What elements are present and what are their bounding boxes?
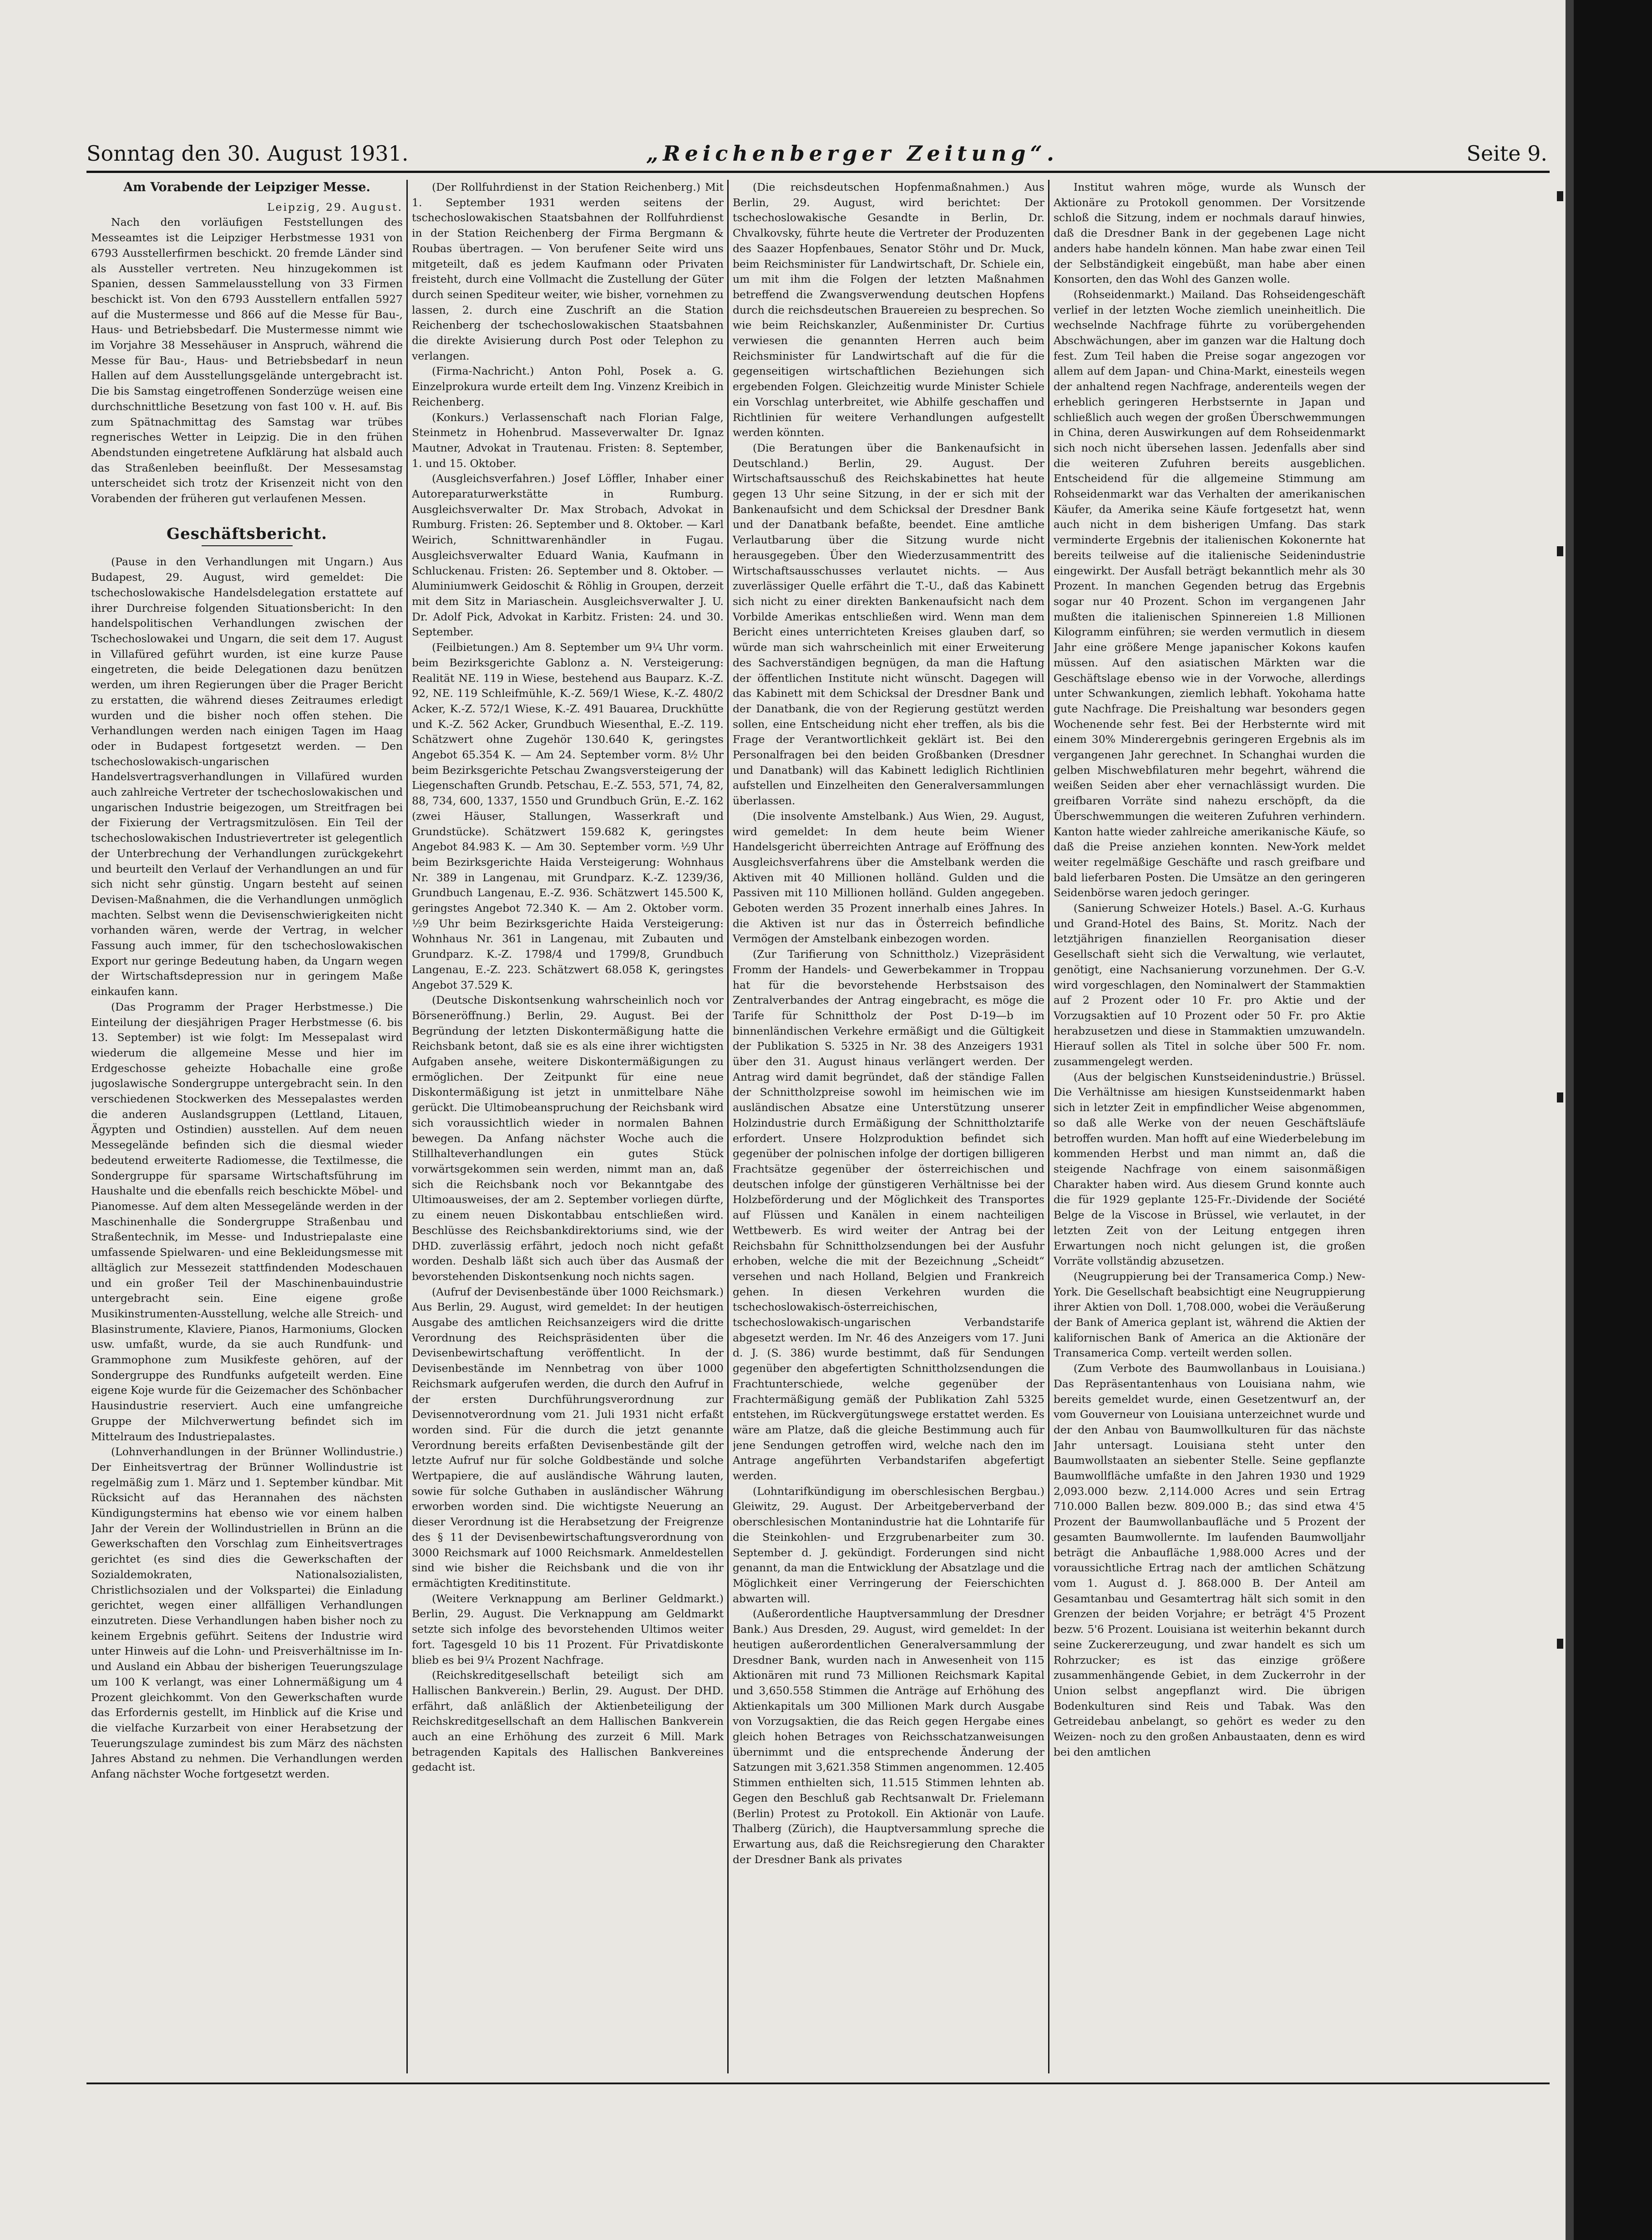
article-ausgleichsverfahren: (Ausgleichsverfahren.) Josef Löffler, Inhaber einer Autoreparaturwerkstätte in Rumburg. Ausgleichsverwalter Dr. Max Strobach, Advokat in Rumburg. Fristen: 26. September und 8. Oktober. — Karl Weirich, Schnittwarenhändler in Fugau. Ausgleichsverwalter Eduard Wania, Kaufmann in Schluckenau. Fristen: 26. September und 8. Oktober. — Aluminiumwerk Geidoschit & Röhlig in Groupen, derzeit mit dem Sitz in Mariaschein. Ausgleichsverwalter J. U. Dr. Adolf Pick, Advokat in Karbitz. Fristen: 24. und 30. September. [412,472,724,639]
article-hopfenmassnahmen: (Die reichsdeutschen Hopfenmaßnahmen.) Aus Berlin, 29. August, wird berichtet: Der tschechoslowakische Gesandte in Berlin, Dr. Chvalkovsky, führte heute die Vertreter der Produzenten des Saazer Hopfenbaues, Senator Stöhr und Dr. Muck, beim Reichsminister für Landwirtschaft, Dr. Schiele ein, um mit ihm die Folgen der letzten Maßnahmen betreffend die Zwangsverwendung deutschen Hopfens durch die reichsdeutschen Brauereien zu besprechen. So wie beim Reichskanzler, Außenminister Dr. Curtius verwiesen die genannten Herren auch beim Reichsminister für Landwirtschaft auf die für die gegenseitigen wirtschaftlichen Beziehungen sich ergebenden Folgen. Gleichzeitig wurde Minister Schiele ein Vorschlag unterbreitet, wie Abhilfe geschaffen und Richtlinien für weitere Verhandlungen aufgestellt werden könnten. [733,181,1044,439]
scan-edge-stripe [1566,0,1574,2240]
article-amstelbank: (Die insolvente Amstelbank.) Aus Wien, 29. August, wird gemeldet: In dem heute beim Wiener Handelsgericht überreichten Antrage auf Eröffnung des Ausgleichsverfahrens über die Amstelbank werden die Aktiven mit 40 Millionen holländ. Gulden und die Passiven mit 110 Millionen holländ. Gulden angegeben. Geboten werden 35 Prozent innerhalb eines Jahres. In die Aktiven ist nur das in Österreich befindliche Vermögen der Amstelbank einbezogen worden. [733,809,1044,945]
binding-mark [1557,546,1563,556]
headline-leipzig: Am Vorabende der Leipziger Messe. [123,180,370,194]
binding-mark [1557,1639,1563,1649]
column-divider [727,180,729,2073]
header-page-number: Seite 9. [1466,141,1547,166]
header-masthead: „Reichenberger Zeitung“. [646,141,1059,166]
article-wollindustrie: (Lohnverhandlungen in der Brünner Wollindustrie.) Der Einheitsvertrag der Brünner Wollindustrie ist regelmäßig zum 1. März und 1. September kündbar. Mit Rücksicht auf das Herannahen des nächsten Kündigungstermins hat ebenso wie vor einem halben Jahr der Verein der Wollindustriellen in Brünn an die Gewerkschaften den Vorschlag zum Einheitsvertrages gerichtet (es sind dies die Gewerkschaften der Sozialdemokraten, Nationalsozialisten, Christlichsozialen und der Volkspartei) die Einladung gerichtet, wegen einer allfälligen Verhandlungen einzutreten. Diese Verhandlungen haben bisher noch zu keinem Ergebnis geführt. Seitens der Industrie wird unter Hinweis auf die Lohn- und Preisverhältnisse im In- und Ausland ein Abbau der bisherigen Teuerungszulage um 100 K verlangt, was einer Lohnermäßigung um 4 Prozent gleichkommt. Von den Gewerkschaften wurde das Erfordernis gestellt, im Hinblick auf die Krise und die vielfache Kurzarbeit von einer Herabsetzung der Teuerungszulage zumindest bis zum März des nächsten Jahres Abstand zu nehmen. Die Verhandlungen werden Anfang nächster Woche fortgesetzt werden. [91,1445,403,1781]
article-reichskreditgesellschaft: (Reichskreditgesellschaft beteiligt sich am Hallischen Bankverein.) Berlin, 29. August. Der DHD. erfährt, daß anläßlich der Aktienbeteiligung der Reichskreditgesellschaft an dem Hallischen Bankverein auch an eine Erhöhung des zurzeit 6 Mill. Mark betragenden Kapitals des Hallischen Bankvereines gedacht ist. [412,1669,724,1774]
article-geldmarkt: (Weitere Verknappung am Berliner Geldmarkt.) Berlin, 29. August. Die Verknappung am Geldmarkt setzte sich infolge des bevorstehenden Ultimos weiter fort. Tagesgeld 10 bis 11 Prozent. Für Privatdiskonte blieb es bei 9¼ Prozent Nachfrage. [412,1592,724,1666]
article-diskontsenkung: (Deutsche Diskontsenkung wahrscheinlich noch vor Börseneröffnung.) Berlin, 29. August. Bei der Begründung der letzten Diskontermäßigung hatte die Reichsbank betont, daß sie es als eine ihrer wichtigsten Aufgaben ansehe, weitere Diskontermäßigungen zu ermöglichen. Der Zeitpunkt für eine neue Diskontermäßigung ist jetzt in unmittelbare Nähe gerückt. Die Ultimobeanspruchung der Reichsbank wird sich voraussichtlich wieder in normalen Bahnen bewegen. Da Anfang nächster Woche auch die Stillhalteverhandlungen ein gutes Stück vorwärtsgekommen sein werden, nimmt man an, daß sich die Reichsbank noch vor Bekanntgabe des Ultimoausweises, der am 2. September vorliegen dürfte, zu einem neuen Diskontabbau entschließen wird. Beschlüsse des Reichsbankdirektoriums sind, wie der DHD. zuverlässig erfährt, jedoch noch nicht gefaßt worden. Deshalb läßt sich auch über das Ausmaß der bevorstehenden Diskontsenkung noch nichts sagen. [412,994,724,1283]
binding-mark [1557,1092,1563,1102]
article-rollfuhrdienst: (Der Rollfuhrdienst in der Station Reichenberg.) Mit 1. September 1931 werden seitens der tschechoslowakischen Staatsbahnen der Rollfuhrdienst in der Station Reichenberg der Firma Bergmann & Roubas übertragen. — Von berufener Seite wird uns mitgeteilt, daß es jedem Kaufmann oder Privaten freisteht, durch eine Vollmacht die Zustellung der Güter durch seinen Spediteur weiter, wie bisher, vornehmen zu lassen, 2. durch eine Zuschrift an die Station Reichenberg der tschechoslowakischen Staatsbahnen die direkte Avisierung durch Post oder Telephon zu verlangen. [412,181,724,362]
article-feilbietungen: (Feilbietungen.) Am 8. September um 9¼ Uhr vorm. beim Bezirksgerichte Gablonz a. N. Versteigerung: Realität NE. 119 in Wiese, bestehend aus Bauparz. K.-Z. 92, NE. 119 Schleifmühle, K.-Z. 569/1 Wiese, K.-Z. 480/2 Acker, K.-Z. 572/1 Wiese, K.-Z. 491 Bauarea, Druckhütte und K.-Z. 562 Acker, Grundbuch Wiesenthal, E.-Z. 119. Schätzwert ohne Zugehör 130.640 K, geringstes Angebot 65.354 K. — Am 24. September vorm. 8½ Uhr beim Bezirksgerichte Petschau Zwangsversteigerung der Liegenschaften Grundb. Petschau, E.-Z. 553, 571, 74, 82, 88, 734, 600, 1337, 1550 und Grundbuch Grün, E.-Z. 162 (zwei Häuser, Stallungen, Wasserkraft und Grundstücke). Schätzwert 159.682 K, geringstes Angebot 84.983 K. — Am 30. September vorm. ½9 Uhr beim Bezirksgerichte Haida Versteigerung: Wohnhaus Nr. 389 in Langenau, mit Grundparz. K.-Z. 1239/36, Grundbuch Langenau, E.-Z. 936. Schätzwert 145.500 K, geringstes Angebot 72.340 K. — Am 2. Oktober vorm. ½9 Uhr beim Bezirksgerichte Haida Versteigerung: Wohnhaus Nr. 361 in Langenau, mit Zubauten und Grundparz. K.-Z. 1798/4 und 1799/8, Grundbuch Langenau, E.-Z. 223. Schätzwert 68.058 K, geringstes Angebot 37.529 K. [412,641,724,991]
article-leipzig: Nach den vorläufigen Feststellungen des Messeamtes ist die Leipziger Herbstmesse 1931 von 6793 Ausstellerfirmen beschickt. 20 fremde Länder sind als Aussteller vertreten. Neu hinzugekommen ist Spanien, dessen Sammelausstellung von 33 Firmen beschickt ist. Von den 6793 Ausstellern entfallen 5927 auf die Mustermesse und 866 auf die Messe für Bau-, Haus- und Betriebsbedarf. Die Mustermesse nimmt wie im Vorjahre 38 Messehäuser in Anspruch, während die Messe für Bau-, Haus- und Betriebsbedarf in neun Hallen auf dem Ausstellungsgelände untergebracht ist. Die bis Samstag eingetroffenen Sonderzüge weisen eine durchschnittliche Besetzung von fast 100 v. H. auf. Bis zum Spätnachmittag des Samstag war trübes regnerisches Wetter in Leipzig. Die in den frühen Abendstunden eingetretene Aufklärung hat alsbald auch das Straßenleben beeinflußt. Der Messesamstag unterscheidet sich trotz der Krisenzeit nicht von den Vorabenden der früheren gut verlaufenen Messen. [91,216,403,505]
article-herbstmesse: (Das Programm der Prager Herbstmesse.) Die Einteilung der diesjährigen Prager Herbstmesse (6. bis 13. September) ist wie folgt: Im Messepalast wird wiederum die allgemeine Messe und hier im Erdgeschosse geheizte Hobachalle eine große jugoslawische Sondergruppe untergebracht sein. In den verschiedenen Stockwerken des Messepalastes werden die anderen Auslandsgruppen (Lettland, Litauen, Ägypten und Ostindien) ausstellen. Auf dem neuen Messegelände befinden sich die diesmal wieder bedeutend erweiterte Radiomesse, die Textilmesse, die Sondergruppe für sparsame Wirtschaftsführung im Haushalte und die ebenfalls reich beschickte Möbel- und Pianomesse. Auf dem alten Messegelände werden in der Maschinenhalle die Sondergruppe Straßenbau und Straßentechnik, im Messe- und Industriepalaste eine umfassende Spielwaren- und eine Bekleidungsmesse mit alltäglich zur Messezeit stattfindenden Modeschauen und ein großer Teil der Maschinenbauindustrie untergebracht sein. Eine eigene große Musikinstrumenten-Ausstellung, welche alle Streich- und Blasinstrumente, Klaviere, Pianos, Harmoniums, Glocken usw. umfaßt, wurde, da sie auch Rundfunk- und Grammophone zum Musikfeste gehören, auf der Sondergruppe des Rundfunks aufgeteilt werden. Eine eigene Koje wurde für die Geizemacher des Schönbacher Hausindustrie reserviert. Auch eine umfangreiche Gruppe der Milchverwertung befindet sich im Mittelraum des Industriepalastes. [91,1000,403,1443]
column-divider [406,180,408,2073]
article-devisenbestaende: (Aufruf der Devisenbestände über 1000 Reichsmark.) Aus Berlin, 29. August, wird gemeldet: In der heutigen Ausgabe des amtlichen Reichsanzeigers wird die dritte Verordnung des Reichspräsidenten über die Devisenbewirtschaftung veröffentlicht. In der Devisenbestände im Nennbetrag von über 1000 Reichsmark aufgerufen werden, die durch den Aufruf in der ersten Durchführungsverordnung zur Devisennotverordnung vom 21. Juli 1931 nicht erfaßt worden sind. Für die durch die jetzt genannte Verordnung bereits erfaßten Devisenbestände gilt der letzte Aufruf nur für solche Goldbestände und solche Wertpapiere, die auf ausländische Währung lauten, sowie für solche Guthaben in ausländischer Währung erworben worden sind. Die wichtigste Neuerung an dieser Verordnung ist die Herabsetzung der Freigrenze des § 11 der Devisenbewirtschaftungsverordnung von 3000 Reichsmark auf 1000 Reichsmark. Anmeldestellen sind wie bisher die Reichsbank und die von ihr ermächtigten Kreditinstitute. [412,1285,724,1590]
article-baumwolle-louisiana: (Zum Verbote des Baumwollanbaus in Louisiana.) Das Repräsentantenhaus von Louisiana nahm, wie bereits gemeldet wurde, einen Gesetzentwurf an, der vom Gouverneur von Louisiana unterzeichnet wurde und der den Anbau von Baumwollkulturen für das nächste Jahr untersagt. Louisiana steht unter den Baumwollstaaten an siebenter Stelle. Seine gepflanzte Baumwollfläche umfaßte in den Jahren 1930 und 1929 2,093.000 bezw. 2,114.000 Acres und sein Ertrag 710.000 Ballen bezw. 809.000 B.; das sind etwa 4'5 Prozent der Baumwollanbaufläche und 5 Prozent der gesamten Baumwollernte. Im laufenden Baumwolljahr beträgt die Anbaufläche 1,988.000 Acres und der voraussichtliche Ertrag nach der amtlichen Schätzung vom 1. August d. J. 868.000 B. Der Anteil am Gesamtanbau und Gesamtertrag hält sich somit in den Grenzen der beiden Vorjahre; er beträgt 4'5 Prozent bezw. 5'6 Prozent. Louisiana ist weiterhin bekannt durch seine Zuckererzeugung, und zwar handelt es sich um Rohrzucker; es ist das einzige größere zusammenhängende Gebiet, in dem Zuckerrohr in der Union selbst angepflanzt wird. Die übrigen Bodenkulturen sind Reis und Tabak. Was den Getreidebau anbelangt, so gehört es weder zu den Weizen- noch zu den großen Anbaustaaten, denn es wird bei den amtlichen [1054,1362,1365,1758]
article-dresdner-bank: (Außerordentliche Hauptversammlung der Dresdner Bank.) Aus Dresden, 29. August, wird gemeldet: In der heutigen außerordentlichen Generalversammlung der Dresdner Bank, wurden nach in Anwesenheit von 115 Aktionären mit rund 73 Millionen Reichsmark Kapital und 3,650.558 Stimmen die Anträge auf Erhöhung des Aktienkapitals um 300 Millionen Mark durch Ausgabe von Vorzugsaktien, die das Reich gegen Hergabe eines gleich hohen Betrages von Reichsschatzanweisungen übernimmt und die entsprechende Änderung der Satzungen mit 3,621.358 Stimmen angenommen. 12.405 Stimmen enthielten sich, 11.515 Stimmen lehnten ab. Gegen den Beschluß gab Rechtsanwalt Dr. Frielemann (Berlin) Protest zu Protokoll. Ein Aktionär von Laufe. Thalberg (Zürich), die Hauptversammlung spreche die Erwartung aus, daß die Reichsregierung den Charakter der Dresdner Bank als privates [733,1607,1044,1866]
footer-rule [86,2083,1550,2084]
section-rule [202,545,293,546]
header-date: Sonntag den 30. August 1931. [86,141,409,166]
section-title-geschaeftsbericht: Geschäftsbericht. [167,524,327,543]
dateline-leipzig: Leipzig, 29. August. [267,200,403,213]
article-konkurs: (Konkurs.) Verlassenschaft nach Florian Falge, Steinmetz in Hohenbrud. Masseverwalter Dr. Ignaz Mautner, Advokat in Trautenau. Fristen: 8. September, 1. und 15. Oktober. [412,411,724,470]
binding-mark [1557,191,1563,201]
article-ungarn: (Pause in den Verhandlungen mit Ungarn.) Aus Budapest, 29. August, wird gemeldet: Die tschechoslowakische Handelsdelegation erstattete auf ihrer Durchreise folgenden Situationsbericht: In den handelspolitischen Verhandlungen zwischen der Tschechoslowakei und Ungarn, die seit dem 17. August in Villafüred geführt wurden, ist eine kurze Pause eingetreten, die beide Delegationen dazu benützen werden, um ihren Regierungen über die Prager Bericht zu erstatten, die während dieses Zeitraumes erledigt wurden und die bisher noch offen stehen. Die Verhandlungen werden nach einigen Tagen im Haag oder in Budapest fortgesetzt werden. — Den tschechoslowakisch-ungarischen Handelsvertragsverhandlungen in Villafüred wurden auch zahlreiche Vertreter der tschechoslowakischen und ungarischen Industrie beigezogen, um Streitfragen bei der Fixierung der Vertragsmitzulösen. Ein Teil der tschechoslowakischen Industrievertreter ist gelegentlich der Unterbrechung der Verhandlungen zurückgekehrt und beurteilt den Verlauf der Verhandlungen an und für sich nicht sehr günstig. Ungarn besteht auf seinen Devisen-Maßnahmen, die die Verhandlungen unmöglich machten. Selbst wenn die Devisenschwierigkeiten nicht vorhanden wären, werde der Vertrag, in welcher Fassung auch immer, für den tschechoslowakischen Export nur geringe Bedeutung haben, da Ungarn wegen der Wirtschaftsdepression nur in geringem Maße einkaufen kann. [91,555,403,998]
article-firma-nachricht: (Firma-Nachricht.) Anton Pohl, Posek a. G. Einzelprokura wurde erteilt dem Ing. Vinzenz Kreibich in Reichenberg. [412,365,724,408]
article-schnittholz: (Zur Tarifierung von Schnittholz.) Vizepräsident Fromm der Handels- und Gewerbekammer in Troppau hat für die bevorstehende Herbstsaison des Zentralverbandes der Antrag eingebracht, es möge die Tarife für Schnittholz der Post D-19—b im binnenländischen Verkehre ermäßigt und die Gültigkeit der Publikation S. 5325 in Nr. 38 des Anzeigers 1931 über den 31. August hinaus verlängert werden. Der Antrag wird damit begründet, daß der ständige Fallen der Schnittholzpreise sowohl im heimischen wie im ausländischen Absatze eine Unterstützung unserer Holzindustrie durch Ermäßigung der Schnittholztarife erfordert. Unsere Holzproduktion befindet sich gegenüber der polnischen infolge der dortigen billigeren Frachtsätze gegenüber der österreichischen und deutschen infolge der günstigeren Verhältnisse bei der Holzbeförderung und der Möglichkeit des Transportes auf Flüssen und Kanälen in einem nachteiligen Wettbewerb. Es wird weiter der Antrag bei der Reichsbahn für Schnittholzsendungen bei der Ausfuhr erhoben, welche die mit der Bezeichnung „Scheidt“ versehen und nach Holland, Belgien und Frankreich gehen. In diesen Verkehren wurden die tschechoslowakisch-österreichischen, tschechoslowakisch-ungarischen Verbandstarife abgesetzt werden. Im Nr. 46 des Anzeigers vom 17. Juni d. J. (S. 386) wurde bestimmt, daß für Sendungen gegenüber den abgefertigten Schnittholzsendungen die Frachtunterschiede, welche gegenüber der Frachtermäßigung gemäß der Publikation Zahl 5325 entstehen, im Rückvergütungswege erstattet werden. Es wäre am Platze, daß die gleiche Bestimmung auch für jene Sendungen getroffen wird, welche nach den im Antrage angeführten Verbandstarifen abgefertigt werden. [733,948,1044,1483]
column-1 [91,180,403,2073]
column-divider [1048,180,1049,2073]
header-rule [86,171,1550,173]
column-2 [412,180,724,2073]
article-lohntarif: (Lohntarifkündigung im oberschlesischen Bergbau.) Gleiwitz, 29. August. Der Arbeitgeberverband der oberschlesischen Montanindustrie hat die Lohntarife für die Steinkohlen- und Erzgrubenarbeiter zum 30. September d. J. gekündigt. Forderungen sind nicht genannt, da man die Entwicklung der Absatzlage und die Möglichkeit einer Verringerung der Feierschichten abwarten will. [733,1484,1044,1605]
scan-dark-edge [1566,0,1652,2240]
article-transamerica: (Neugruppierung bei der Transamerica Comp.) New-York. Die Gesellschaft beabsichtigt eine Neugruppierung ihrer Aktien von Doll. 1,708.000, wobei die Veräußerung der Bank of America geplant ist, während die Aktien der kalifornischen Bank of America an die Aktionäre der Transamerica Comp. verteilt werden sollen. [1054,1270,1365,1360]
article-bankenaufsicht: (Die Beratungen über die Bankenaufsicht in Deutschland.) Berlin, 29. August. Der Wirtschaftsausschuß des Reichskabinettes hat heute gegen 13 Uhr seine Sitzung, in der er sich mit der Bankenaufsicht und dem Schicksal der Dresdner Bank und der Danatbank befaßte, beendet. Eine amtliche Verlautbarung über die Sitzung wurde nicht herausgegeben. Über den Wiederzusammentritt des Wirtschaftsausschusses verlautet nichts. — Aus zuverlässiger Quelle erfährt die T.-U., daß das Kabinett sich nicht zu einer direkten Bankenaufsicht nach dem Vorbilde Amerikas entschließen wird. Wenn man dem Bericht eines unterrichteten Kreises glauben darf, so würde man sich wahrscheinlich mit einer Erweiterung des Sachverständigen begnügen, da man die Haftung der öffentlichen Institute nicht wünscht. Dagegen will das Kabinett mit dem Schicksal der Dresdner Bank und der Danatbank, die von der Regierung gestützt werden sollen, eine Entscheidung nicht eher treffen, als bis die Frage der Verantwortlichkeit geklärt ist. Bei den Personalfragen bei den beiden Großbanken (Dresdner und Danatbank) will das Kabinett lediglich Richtlinien aufstellen und Einzelheiten den Generalversammlungen überlassen. [733,441,1044,808]
column-3 [733,180,1044,2073]
article-kunstseide: (Aus der belgischen Kunstseidenindustrie.) Brüssel. Die Verhältnisse am hiesigen Kunstseidenmarkt haben sich in letzter Zeit in empfindlicher Weise abgenommen, so daß alle Werke von der neuen Geschäftsläufe betroffen wurden. Man hofft auf eine Wiederbelebung im kommenden Herbst und man nimmt an, daß die steigende Nachfrage von einem saisonmäßigen Charakter haben wird. Aus diesem Grund konnte auch die für 1929 geplante 125-Fr.-Dividende der Société Belge de la Viscose in Brüssel, wie verlautet, in der letzten Zeit von der Leitung entgegen ihren Erwartungen noch nicht gelungen ist, die großen Vorräte vollständig abzusetzen. [1054,1070,1365,1268]
article-schweizer-hotels: (Sanierung Schweizer Hotels.) Basel. A.-G. Kurhaus und Grand-Hotel des Bains, St. Moritz. Nach der letztjährigen finanziellen Reorganisation dieser Gesellschaft sieht sich die Verwaltung, wie verlautet, genötigt, eine Nachsanierung vorzunehmen. Der G.-V. wird vorgeschlagen, den Nominalwert der Stammaktien auf 2 Prozent oder 10 Fr. pro Aktie und der Vorzugsaktien auf 10 Prozent oder 50 Fr. pro Aktie herabzusetzen und diese in Stammaktien umzuwandeln. Hierauf sollen als Titel in solche über 500 Fr. nom. zusammengelegt werden. [1054,902,1365,1068]
article-rohseidenmarkt: (Rohseidenmarkt.) Mailand. Das Rohseidengeschäft verlief in der letzten Woche ziemlich uneinheitlich. Die wechselnde Nachfrage führte zu vorübergehenden Abschwächungen, aber im ganzen war die Haltung doch fest. Zum Teil haben die Preise sogar angezogen vor allem auf dem Japan- und China-Markt, einesteils wegen der anhaltend regen Nachfrage, anderenteils wegen der erheblich geringeren Herbstsernte in Japan und schließlich auch wegen der großen Überschwemmungen in China, deren Auswirkungen auf dem Rohseidenmarkt sich noch nicht übersehen lassen. Jedenfalls aber sind die weiteren Zufuhren bereits ausgeblichen. Entscheidend für die allgemeine Stimmung am Rohseidenmarkt war das Verhalten der amerikanischen Käufer, da Amerika seine Käufe fortgesetzt hat, wenn auch nicht in dem bisherigen Umfang. Das stark verminderte Ergebnis der italienischen Kokonernte hat bereits teilweise auf die italienische Seidenindustrie eingewirkt. Der Ausfall beträgt bekanntlich mehr als 30 Prozent. In manchen Gegenden betrug das Ergebnis sogar nur 40 Prozent. Schon im vergangenen Jahr mußten die italienischen Spinnereien 1.8 Millionen Kilogramm einführen; sie werden vermutlich in diesem Jahr eine größere Menge japanischer Kokons kaufen müssen. Auf den asiatischen Märkten war die Geschäftslage ebenso wie in der Vorwoche, allerdings unter Schwankungen, ziemlich lebhaft. Yokohama hatte gute Nachfrage. Die Preishaltung war besonders gegen Wochenende sehr fest. Bei der Herbsternte wird mit einem 30% Minderergebnis geringeren Ergebnis als im vergangenen Jahr gerechnet. In Schanghai wurden die gelben Mischwebfilaturen mehr begehrt, während die weißen Seiden aber eher vernachlässigt wurden. Die greifbaren Vorräte sind nahezu erschöpft, da die Überschwemmungen die weiteren Zufuhren verhindern. Kanton hatte wieder zahlreiche amerikanische Käufe, so daß die Preise anziehen konnten. New-York meldet weiter regelmäßige Geschäfte und rasch greifbare und bald lieferbaren Posten. Die Umsätze an den geringeren Seidenbörse waren jedoch geringer. [1054,288,1365,899]
article-dresdner-bank-cont: Institut wahren möge, wurde als Wunsch der Aktionäre zu Protokoll genommen. Der Vorsitzende schloß die Sitzung, indem er nochmals darauf hinwies, daß die Dresdner Bank in der gegebenen Lage nicht anders habe handeln können. Man habe zwar einen Teil der Selbständigkeit eingebüßt, man habe aber einen Konsorten, den das Wohl des Ganzen wolle. [1054,181,1365,286]
column-4 [1054,180,1365,2073]
